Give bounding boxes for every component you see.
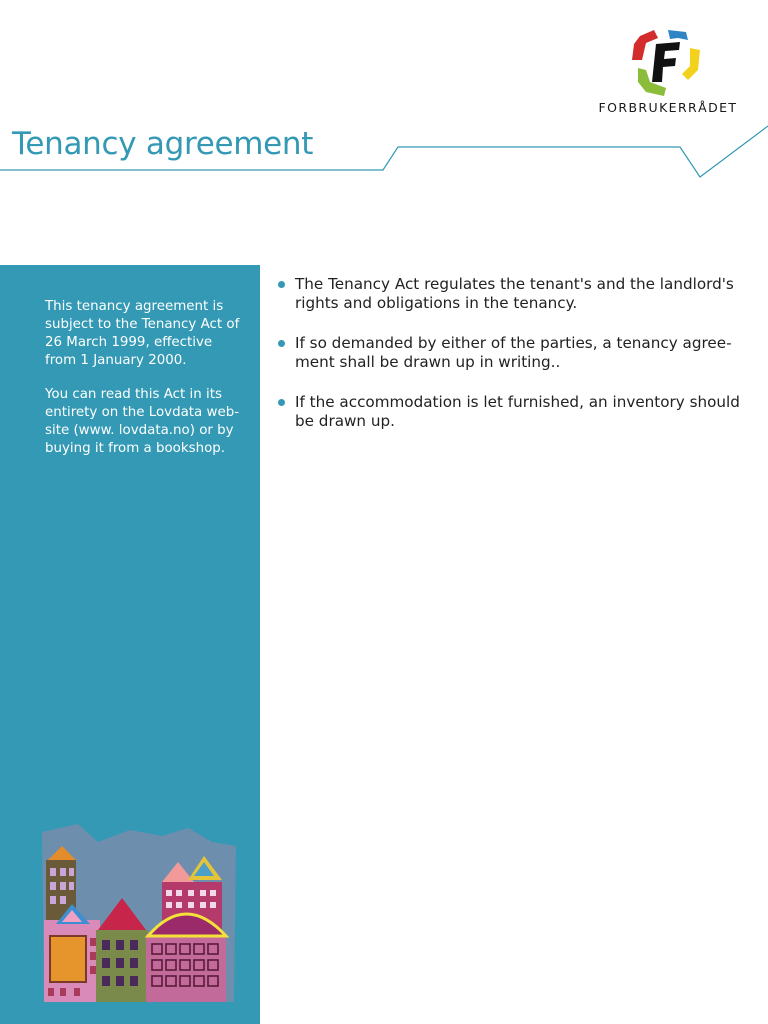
bullet-item bbox=[278, 393, 748, 431]
brand-logo bbox=[588, 24, 748, 120]
bullet-list bbox=[278, 275, 748, 452]
bullet-dot-icon bbox=[278, 281, 285, 288]
city-buildings-illustration bbox=[38, 820, 238, 1005]
bullet-item bbox=[278, 334, 748, 372]
bullet-item bbox=[278, 275, 748, 313]
sidebar-panel bbox=[0, 265, 260, 1024]
sidebar-paragraph-act: This tenancy agreement is subject to the Tenancy Act of 26 March 1999, effective from 1 January 2000. bbox=[45, 299, 240, 368]
bullet-dot-icon bbox=[278, 340, 285, 347]
brand-name: FORBRUKERRÅDET bbox=[598, 100, 738, 115]
bullet-text: If the accommodation is let furnished, an inventory should be drawn up. bbox=[295, 393, 740, 430]
bullet-text: The Tenancy Act regulates the tenant's and the landlord's rights and obligations in the tenancy. bbox=[295, 275, 734, 312]
logo-mark-icon bbox=[624, 26, 706, 98]
sidebar-text bbox=[45, 298, 245, 474]
page-title: Tenancy agreement bbox=[12, 126, 314, 162]
bullet-text: If so demanded by either of the parties, a tenancy agree-ment shall be drawn up in writing.. bbox=[295, 334, 732, 371]
bullet-dot-icon bbox=[278, 399, 285, 406]
sidebar-paragraph-lovdata: You can read this Act in its entirety on the Lovdata web-site (www. lovdata.no) or by buying it from a bookshop. bbox=[45, 387, 240, 456]
